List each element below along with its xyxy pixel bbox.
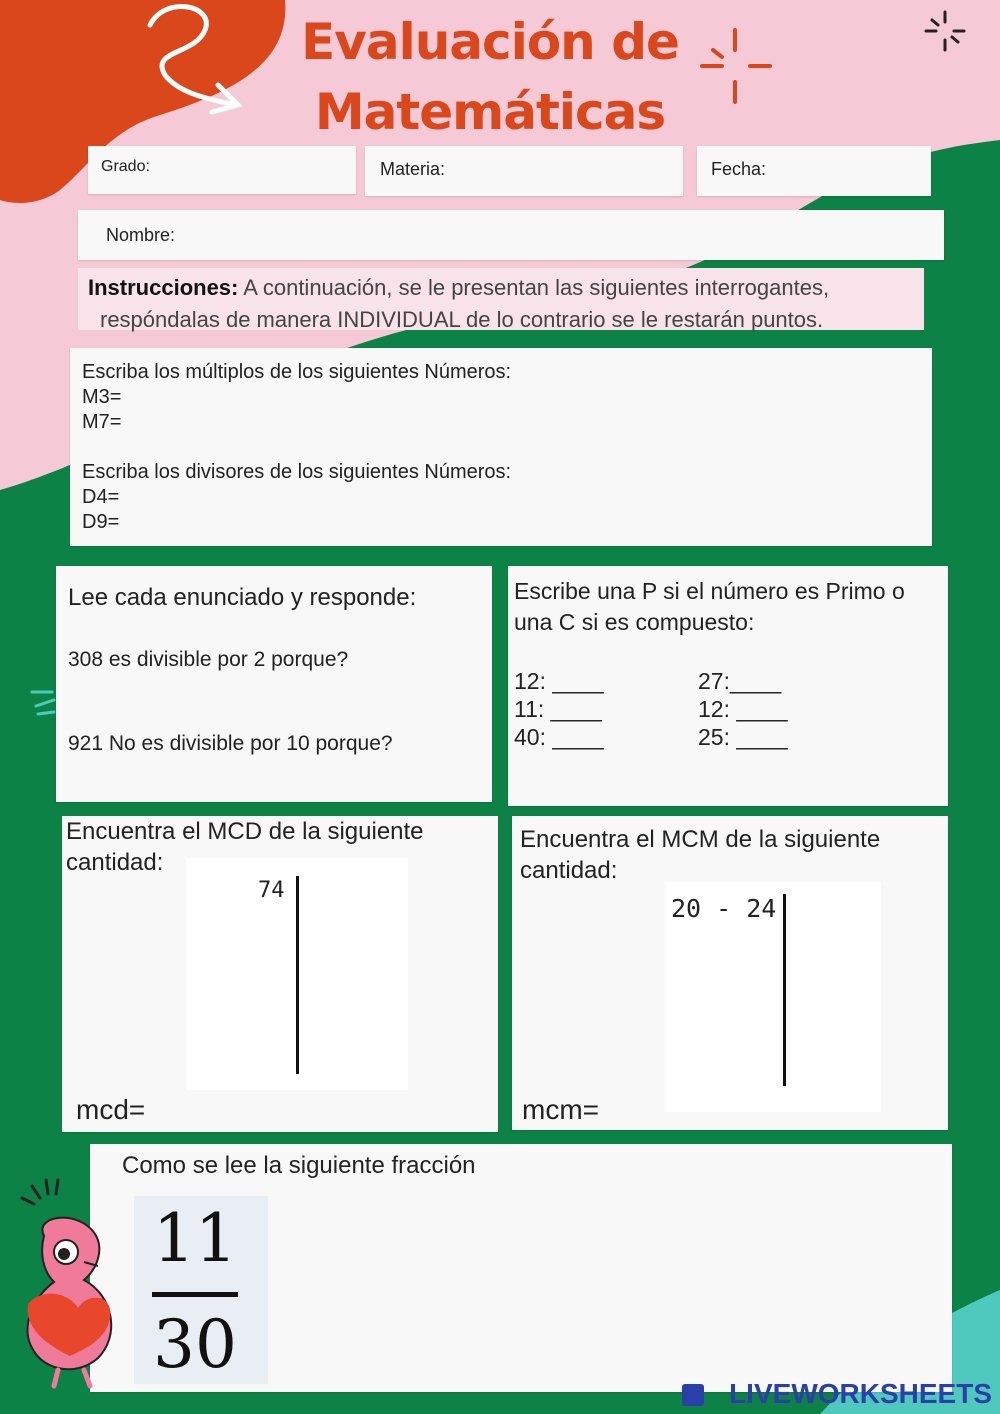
instructions-panel — [78, 268, 924, 330]
mcm-panel — [512, 816, 948, 1130]
prime-heading-line2: una C si es compuesto: — [514, 609, 755, 635]
mcd-heading-line1: Encuentra el MCD de la siguiente — [66, 818, 424, 845]
prime-item[interactable]: 11: ____ — [514, 696, 602, 722]
mcd-number: 74 — [258, 878, 285, 903]
nombre-field[interactable] — [78, 210, 944, 260]
mcd-division-box[interactable] — [186, 858, 408, 1090]
mcm-division-box[interactable] — [665, 882, 881, 1112]
d4-prompt[interactable]: D4= — [82, 486, 120, 508]
multiples-divisors-panel — [70, 348, 932, 546]
statement-question-2[interactable]: 921 No es divisible por 10 porque? — [68, 732, 393, 755]
mcd-division-line — [296, 876, 299, 1074]
prime-heading-line1: Escribe una P si el número es Primo o — [514, 578, 905, 604]
statements-panel — [56, 566, 492, 802]
mcd-answer-label[interactable]: mcd= — [76, 1094, 146, 1125]
liveworksheets-logo-icon — [682, 1384, 704, 1406]
fraction-panel — [90, 1144, 952, 1392]
mcm-division-line — [783, 894, 786, 1086]
statements-heading: Lee cada enunciado y responde: — [68, 584, 417, 611]
fecha-label: Fecha: — [711, 159, 767, 179]
sparkle-dark-icon — [926, 12, 964, 50]
prime-item[interactable]: 40: ____ — [514, 724, 604, 750]
divisors-heading: Escriba los divisores de los siguientes Números: — [82, 461, 512, 483]
mcm-heading-line2: cantidad: — [520, 857, 618, 884]
fraction-image — [134, 1196, 268, 1384]
watermark: LIVEWORKSHEETS — [729, 1378, 992, 1409]
m3-prompt[interactable]: M3= — [82, 386, 122, 408]
fraction-heading: Como se lee la siguiente fracción — [122, 1152, 476, 1179]
prime-item[interactable]: 25: ____ — [698, 724, 788, 750]
mcm-answer-label[interactable]: mcm= — [522, 1094, 599, 1125]
fraction-bar — [152, 1292, 238, 1297]
m7-prompt[interactable]: M7= — [82, 411, 122, 433]
grado-label: Grado: — [101, 158, 150, 175]
prime-composite-panel — [508, 566, 948, 806]
d9-prompt[interactable]: D9= — [82, 511, 120, 533]
mcd-panel — [62, 816, 498, 1132]
mascot-character-icon — [14, 1176, 124, 1392]
mcd-heading-line2: cantidad: — [66, 849, 164, 876]
fraction-denominator: 30 — [153, 1306, 237, 1383]
materia-field[interactable] — [365, 146, 683, 196]
grado-field[interactable] — [88, 146, 356, 194]
prime-item[interactable]: 12: ____ — [514, 668, 604, 694]
prime-item[interactable]: 12: ____ — [698, 696, 788, 722]
prime-item[interactable]: 27:____ — [698, 668, 782, 694]
instructions-text-line2: respóndalas de manera INDIVIDUAL de lo contrario se le restarán puntos. — [100, 307, 824, 332]
fraction-numerator: 11 — [153, 1200, 237, 1277]
statement-question-1[interactable]: 308 es divisible por 2 porque? — [68, 648, 349, 671]
mcm-heading-line1: Encuentra el MCM de la siguiente — [520, 826, 881, 853]
multiples-heading: Escriba los múltiplos de los siguientes Números: — [82, 361, 512, 383]
instructions-text-line1: A continuación, se le presentan las siguientes interrogantes, — [238, 275, 830, 300]
sparkle-orange-icon — [702, 30, 770, 102]
mcm-numbers: 20 - 24 — [671, 894, 777, 923]
nombre-label: Nombre: — [106, 225, 176, 245]
page-title-line2: Matemáticas — [314, 83, 666, 141]
page-title-line1: Evaluación de — [301, 13, 679, 71]
fecha-field[interactable] — [697, 146, 931, 196]
materia-label: Materia: — [380, 159, 446, 179]
instructions-label: Instrucciones: — [88, 275, 239, 300]
